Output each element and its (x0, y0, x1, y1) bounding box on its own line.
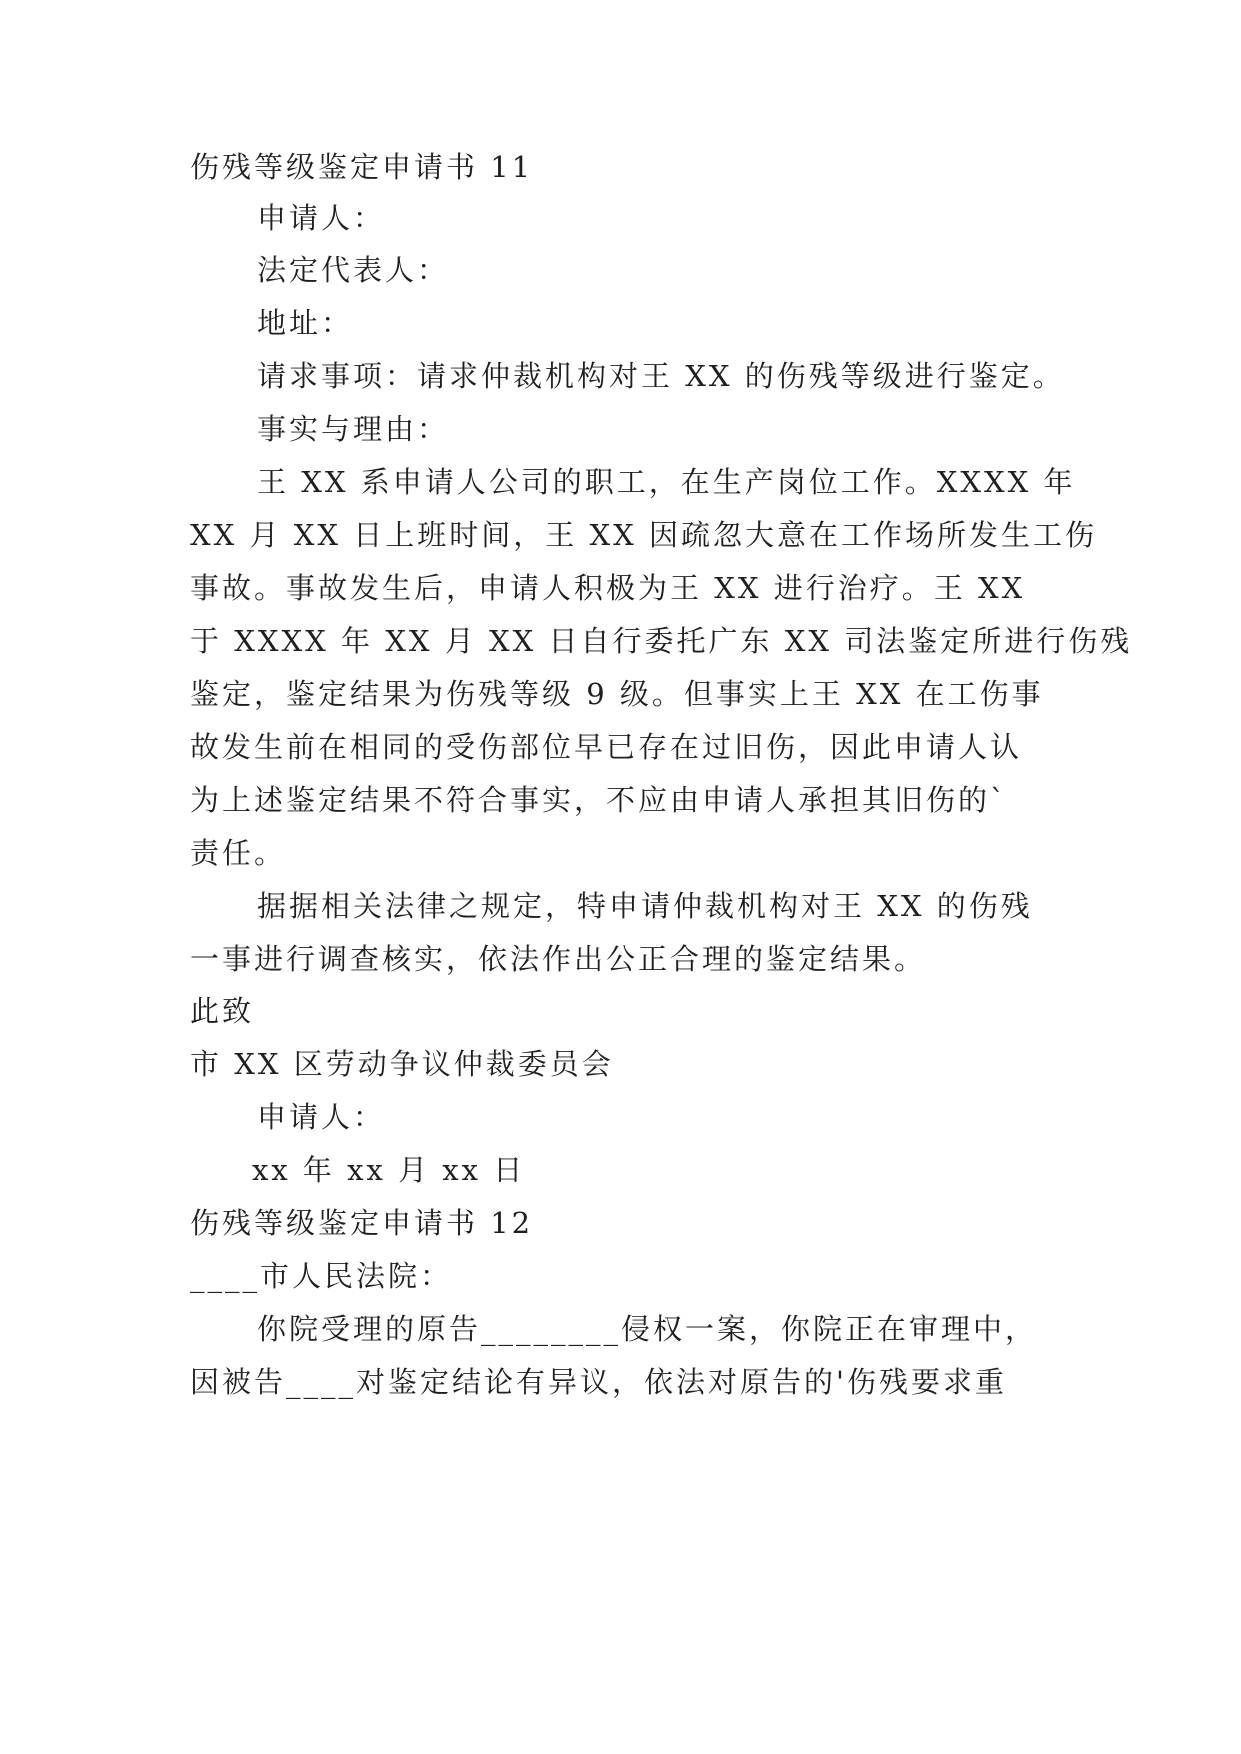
facts-paragraph-line: 鉴定，鉴定结果为伤残等级 9 级。但事实上王 XX 在工伤事 (190, 677, 1044, 711)
facts-paragraph-line: XX 月 XX 日上班时间，王 XX 因疏忽大意在工作场所发生工伤 (190, 518, 1097, 552)
salutation: 此致 (190, 994, 255, 1028)
recipient-committee: 市 XX 区劳动争议仲裁委员会 (190, 1047, 614, 1081)
signature-applicant-label: 申请人： (257, 1100, 386, 1134)
request-item: 请求事项：请求仲裁机构对王 XX 的伤残等级进行鉴定。 (257, 359, 1065, 393)
body-paragraph-line: 你院受理的原告________侵权一案，你院正在审理中， (257, 1312, 1038, 1346)
legal-basis-line: 据据相关法律之规定，特申请仲裁机构对王 XX 的伤残 (257, 889, 1033, 923)
body-paragraph-line: 因被告____对鉴定结论有异议，依法对原告的'伤残要求重 (190, 1365, 1007, 1399)
facts-paragraph-line: 为上述鉴定结果不符合事实，不应由申请人承担其旧伤的` (190, 783, 1008, 817)
signature-date: xx 年 xx 月 xx 日 (252, 1153, 526, 1187)
facts-paragraph-line: 责任。 (190, 836, 287, 870)
applicant-label: 申请人： (257, 201, 386, 235)
facts-paragraph-line: 故发生前在相同的受伤部位早已存在过旧伤，因此申请人认 (190, 730, 1023, 764)
legal-basis-line: 一事进行调查核实，依法作出公正合理的鉴定结果。 (190, 942, 927, 976)
facts-paragraph-line: 事故。事故发生后，申请人积极为王 XX 进行治疗。王 XX (190, 571, 1026, 605)
facts-paragraph-line: 于 XXXX 年 XX 月 XX 日自行委托广东 XX 司法鉴定所进行伤残 (190, 624, 1133, 658)
facts-paragraph-line: 王 XX 系申请人公司的职工，在生产岗位工作。XXXX 年 (257, 465, 1076, 499)
address-label: 地址： (257, 306, 354, 340)
legal-rep-label: 法定代表人： (257, 253, 450, 287)
doc-title-12: 伤残等级鉴定申请书 12 (190, 1206, 534, 1240)
facts-heading: 事实与理由： (257, 412, 450, 446)
doc-title-11: 伤残等级鉴定申请书 11 (190, 150, 534, 184)
court-addressee: ____市人民法院： (190, 1259, 453, 1293)
